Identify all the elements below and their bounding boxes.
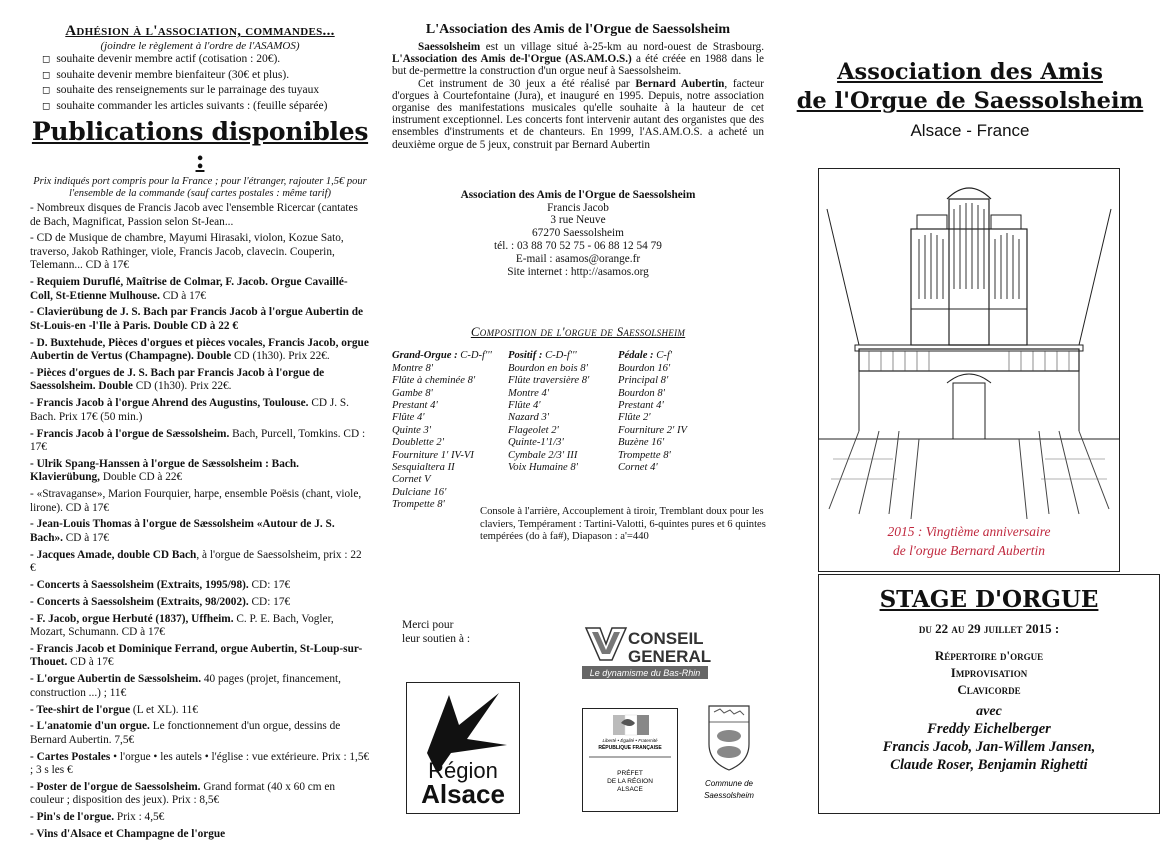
publication-item: - Tee-shirt de l'orgue (L et XL). 11€ [30, 703, 198, 716]
publication-item: - Francis Jacob à l'orgue de Sæssolsheim. Bach, Purcell, Tomkins. CD : 17€ [30, 427, 366, 454]
contact-address [392, 189, 764, 279]
organ-stop: Bourdon 8' [618, 387, 665, 399]
prefet-line: DE LA RÉGION [607, 778, 653, 785]
organ-stop: Montre 8' [392, 362, 434, 374]
organ-stop: Gambe 8' [392, 387, 433, 399]
organ-stop: Bourdon en bois 8' [508, 362, 588, 374]
conseil-line2: GENERAL [628, 647, 712, 666]
prefet-motto: Liberté • Égalité • Fraternité [602, 738, 658, 743]
organ-stops-grid [392, 350, 764, 511]
adhesion-item[interactable]: ◻ souhaite devenir membre actif (cotisation : 20€). [42, 52, 370, 68]
organ-stop: Trompette 8' [618, 449, 671, 461]
organ-stop: Flûte traversière 8' [508, 375, 590, 387]
division-name: Grand-Orgue : C-D-f''' [392, 350, 492, 362]
adhesion-subtitle: (joindre le règlement à l'ordre de l'ASAMOS) [100, 40, 300, 52]
anniversary-note: 2015 : Vingtième anniversaire de l'orgue Bernard Aubertin [887, 524, 1051, 558]
prefet-republique: RÉPUBLIQUE FRANÇAISE [598, 745, 662, 751]
website-link[interactable]: Site internet : http://asamos.org [507, 265, 649, 278]
division-name: Pédale : C-f' [618, 350, 673, 362]
publication-item: - D. Buxtehude, Pièces d'orgues et pièces vocales, Francis Jacob, orgue Aubertin de Vertus (Champagne). Double CD (1h30). Prix 22€. [30, 336, 369, 363]
organ-stop: Cymbale 2/3' III [508, 449, 578, 461]
stage-dates: du 22 au 29 juillet 2015 : [918, 621, 1060, 636]
organ-stop: Prestant 4' [618, 400, 664, 412]
publication-item: - Ulrik Spang-Hanssen à l'orgue de Sæssolsheim : Bach. Klavierübung, Double CD à 22€ [30, 457, 299, 484]
publication-item: - Jean-Louis Thomas à l'orgue de Sæssolsheim «Autour de J. S. Bach». CD à 17€ [30, 518, 335, 544]
publication-item: - «Stravaganse», Marion Fourquier, harpe, ensemble Poësis (chant, viole, lirone). CD à 17€ [30, 488, 362, 514]
stage-teachers: Freddy Eichelberger Francis Jacob, Jan-Willem Jansen, Claude Roser, Benjamin Righetti [882, 721, 1096, 773]
organ-stop: Prestant 4' [392, 400, 438, 412]
organ-stop: Doublette 2' [392, 437, 444, 449]
organ-stop: Cornet V [392, 474, 431, 486]
organ-stop: Buzène 16' [618, 437, 665, 449]
association-para-1: Saessolsheim est un village situé à-25-km au nord-ouest de Strasbourg. L'Association des Amis de-l'Orgue (AS.AM.O.S.) a été créée en 1988 dans le but de-permettre la construction d'un orgue neuf à Saessolsheim. [392, 41, 765, 78]
thanks-label: Merci pour leur soutien à : [402, 619, 471, 645]
organ-stop: Principal 8' [618, 375, 669, 387]
composition-note: Console à l'arrière, Accouplement à tiroir, Tremblant doux pour les claviers, Tempérament : Tartini-Valotti, 6-quintes pures et 6 quintes tempérées (do à fa#), Diapason : a'=440 [480, 506, 766, 543]
adhesion-item[interactable]: ◻ souhaite commander les articles suivants : (feuille séparée) [42, 99, 370, 115]
prefet-line: ALSACE [617, 786, 643, 793]
prefet-line: PRÉFET [617, 770, 643, 777]
address-title: Association des Amis de l'Orgue de Saessolsheim [460, 188, 696, 201]
publication-item: - Nombreux disques de Francis Jacob avec l'ensemble Ricercar (cantates de Bach, Magnificat, Passion selon St-Jean... [30, 202, 358, 228]
publications-note: Prix indiqués port compris pour la France ; pour l'étranger, rajouter 1,5€ pour l'ensemble de la commande (sauf cartes postales : même tarif) [33, 176, 367, 199]
middle-column [392, 22, 766, 809]
publication-item: - Poster de l'orgue de Saessolsheim. Grand format (40 x 60 cm en couleur ; disposition des jeux). Prix : 8,5€ [30, 780, 336, 807]
commune-logo [694, 702, 764, 812]
publication-item: - Concerts à Saessolsheim (Extraits, 1995/98). CD: 17€ [30, 579, 291, 592]
publication-item: - Pin's de l'orgue. Prix : 4,5€ [30, 811, 165, 824]
region-line1: Région [428, 758, 498, 783]
region-line2: Alsace [421, 779, 505, 809]
organ-stop: Fourniture 1' IV-VI [392, 449, 474, 461]
publication-item: - L'anatomie d'un orgue. Le fonctionnement d'un orgue, dessins de Bernard Aubertin. 7,5€ [30, 720, 341, 746]
organ-stop: Trompette 8' [392, 499, 445, 511]
publication-item: - Cartes Postales • l'orgue • les autels • l'église : vue extérieure. Prix : 1,5€ ; 3 s les € [30, 750, 370, 777]
publication-item: - L'orgue Aubertin de Sæssolsheim. 40 pages (projet, financement, construction ...) ; 11€ [30, 673, 341, 699]
association-para-2: Cet instrument de 30 jeux a été réalisé par Bernard Aubertin, facteur d'orgues à Courtefontaine (Jura), et inauguré en 1995. Depuis, notre association organise des manifestations musicales qu'elle souhaite à la hauteur de cet instrument exceptionnel. Les concerts font intervenir autant des organistes que des ensembles d'instruments et de chanteurs. En 1999, l'AS.AM.O.S. a acheté un deuxième orgue de 5 jeux, construit par Bernard Aubertin [392, 77, 764, 151]
left-column [30, 22, 370, 845]
conseil-general-logo [582, 610, 712, 682]
organ-stop: Nazard 3' [508, 412, 550, 424]
adhesion-item[interactable]: ◻ souhaite devenir membre bienfaiteur (30€ et plus). [42, 68, 370, 84]
publications-list [30, 202, 370, 842]
cover-title: Association des Amis de l'Orgue de Saessolsheim [796, 59, 1144, 114]
phone-line: tél. : 03 88 70 52 75 - 06 88 12 54 79 [494, 240, 662, 253]
division-column [508, 350, 618, 511]
organ-stop: Flûte 4' [508, 400, 541, 412]
organ-stop: Sesquialtera II [392, 462, 455, 474]
organ-stop: Dulciane 16' [392, 486, 447, 498]
publication-item: - Vins d'Alsace et Champagne de l'orgue [30, 828, 226, 841]
organ-stop: Fourniture 2' IV [618, 424, 687, 436]
adhesion-item[interactable]: ◻ souhaite des renseignements sur le parrainage des tuyaux [42, 83, 370, 99]
organ-stop: Flageolet 2' [508, 424, 559, 436]
conseil-line1: CONSEIL [628, 629, 704, 648]
organ-stop: Montre 4' [508, 387, 550, 399]
publication-item: - Clavierübung de J. S. Bach par Francis Jacob à l'orgue Aubertin de St-Louis-en -l'Ile à Paris. Double CD à 22 € [30, 306, 364, 332]
organ-stop: Flûte 2' [618, 412, 651, 424]
publication-item: - Concerts à Saessolsheim (Extraits, 98/2002). CD: 17€ [30, 595, 291, 608]
division-column [618, 350, 718, 511]
stage-topics: Répertoire d'orgue Improvisation Clavicorde [934, 648, 1044, 697]
organ-stop: Voix Humaine 8' [508, 462, 578, 474]
right-column [790, 0, 1150, 773]
division-column [392, 350, 508, 511]
adhesion-title: Adhésion à l'association, commandes... [65, 23, 335, 39]
publications-title: Publications disponibles : [31, 117, 369, 174]
publication-item: - Pièces d'orgues de J. S. Bach par Francis Jacob à l'orgue de Saessolsheim. Double CD (1h30). Prix 22€. [30, 366, 325, 393]
cover-subtitle: Alsace - France [910, 121, 1030, 140]
organ-stop: Quinte 3' [392, 424, 432, 436]
publication-item: - Francis Jacob et Dominique Ferrand, orgue Aubertin, St-Loup-sur-Thouet. CD à 17€ [30, 642, 363, 669]
composition-title: Composition de l'orgue de Saessolsheim [470, 324, 686, 340]
stage-box [818, 574, 1160, 814]
email-link[interactable]: E-mail : asamos@orange.fr [515, 252, 641, 265]
publication-item: - CD de Musique de chambre, Mayumi Hirasaki, violon, Kozue Sato, traverso, Jakob Rathinger, viole, Francis Jacob, clavecin. Couperin, Telemann... CD à 17€ [30, 232, 344, 272]
address-line: 3 rue Neuve [550, 214, 606, 227]
prefet-logo [582, 708, 678, 812]
commune-line: Saessolsheim [704, 791, 754, 800]
conseil-tagline: Le dynamisme du Bas-Rhin [589, 668, 701, 678]
organ-stop: Flûte à cheminée 8' [392, 375, 476, 387]
association-title: L'Association des Amis de l'Orgue de Saessolsheim [425, 22, 731, 37]
publication-item: - Jacques Amade, double CD Bach, à l'orgue de Saessolsheim, prix : 22 € [30, 548, 362, 575]
organ-stop: Bourdon 16' [618, 362, 671, 374]
region-alsace-logo [406, 682, 520, 814]
publication-item: - F. Jacob, orgue Herbuté (1837), Uffheim. C. P. E. Bach, Vogler, Mozart, Schumann. CD à 17€ [30, 612, 334, 639]
association-text [392, 41, 764, 151]
organ-illustration [818, 168, 1120, 572]
stage-avec: avec [976, 704, 1002, 719]
adhesion-list [42, 52, 370, 114]
organ-stop: Flûte 4' [392, 412, 425, 424]
address-line: Francis Jacob [547, 201, 609, 214]
address-line: 67270 Saessolsheim [532, 227, 624, 240]
division-name: Positif : C-D-f''' [508, 350, 577, 362]
organ-stop: Quinte-1'1/3' [508, 437, 564, 449]
publication-item: - Requiem Duruflé, Maîtrise de Colmar, F. Jacob. Orgue Cavaillé-Coll, St-Etienne Mulhouse. CD à 17€ [30, 276, 348, 302]
commune-line: Commune de [704, 779, 754, 788]
organ-stop: Cornet 4' [618, 462, 658, 474]
stage-title: STAGE D'ORGUE [879, 586, 1099, 613]
publication-item: - Francis Jacob à l'orgue Ahrend des Augustins, Toulouse. CD J. S. Bach. Prix 17€ (50 min.) [30, 397, 350, 423]
